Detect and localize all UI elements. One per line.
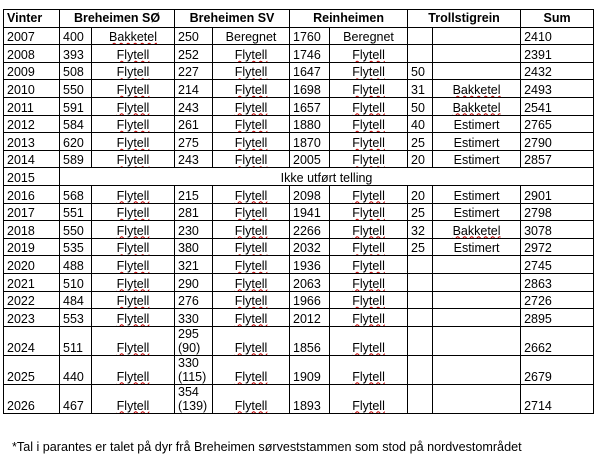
breheimen-sv-count: 321: [175, 256, 213, 274]
trollstigrein-count: [408, 309, 433, 327]
breheimen-sv-count: 330: [175, 309, 213, 327]
breheimen-so-method: Flytell: [92, 273, 175, 291]
trollstigrein-count: [408, 355, 433, 384]
trollstigrein-method: [433, 27, 521, 45]
reinheimen-method: Flytell: [330, 355, 408, 384]
sum-cell: 2765: [521, 115, 594, 133]
table-row: [4, 309, 594, 327]
reinheimen-method: Flytell: [330, 203, 408, 221]
year-cell: 2018: [4, 221, 60, 239]
trollstigrein-method: [433, 309, 521, 327]
breheimen-so-method: Bakketel: [92, 27, 175, 45]
breheimen-so-count: 510: [60, 273, 92, 291]
trollstigrein-count: 25: [408, 203, 433, 221]
sum-cell: 2541: [521, 97, 594, 115]
breheimen-sv-method: Flytell: [213, 326, 290, 355]
breheimen-sv-method: Flytell: [213, 45, 290, 63]
reinheimen-count: 1909: [290, 355, 330, 384]
sum-cell: 2790: [521, 133, 594, 151]
trollstigrein-count: 50: [408, 62, 433, 80]
trollstigrein-count: [408, 27, 433, 45]
breheimen-sv-count: 214: [175, 80, 213, 98]
sum-cell: 2972: [521, 238, 594, 256]
reinheimen-count: 2012: [290, 309, 330, 327]
reinheimen-method: Flytell: [330, 62, 408, 80]
trollstigrein-method: Bakketel: [433, 221, 521, 239]
sum-cell: 2863: [521, 273, 594, 291]
trollstigrein-method: [433, 384, 521, 413]
reinheimen-method: Flytell: [330, 97, 408, 115]
breheimen-sv-count: 380: [175, 238, 213, 256]
reinheimen-method: Flytell: [330, 256, 408, 274]
trollstigrein-method: [433, 62, 521, 80]
table-row: [4, 133, 594, 151]
trollstigrein-method: Estimert: [433, 115, 521, 133]
breheimen-sv-count: 261: [175, 115, 213, 133]
reinheimen-count: 1966: [290, 291, 330, 309]
breheimen-so-method: Flytell: [92, 185, 175, 203]
trollstigrein-count: [408, 45, 433, 63]
trollstigrein-count: 25: [408, 238, 433, 256]
breheimen-so-count: 467: [60, 384, 92, 413]
year-cell: 2025: [4, 355, 60, 384]
year-cell: 2011: [4, 97, 60, 115]
sum-cell: 2857: [521, 150, 594, 168]
trollstigrein-count: 25: [408, 133, 433, 151]
header-breheimen-sv: Breheimen SV: [175, 10, 290, 28]
reinheimen-count: 2098: [290, 185, 330, 203]
year-cell: 2008: [4, 45, 60, 63]
reinheimen-count: 2266: [290, 221, 330, 239]
reinheimen-count: 2063: [290, 273, 330, 291]
sum-cell: 2714: [521, 384, 594, 413]
reinheimen-method: Flytell: [330, 150, 408, 168]
breheimen-so-count: 400: [60, 27, 92, 45]
trollstigrein-method: [433, 45, 521, 63]
header-reinheimen: Reinheimen: [290, 10, 408, 28]
sum-cell: 2432: [521, 62, 594, 80]
table-row: [4, 203, 594, 221]
reinheimen-count: 1941: [290, 203, 330, 221]
breheimen-sv-method: Flytell: [213, 133, 290, 151]
breheimen-sv-count: 330 (115): [175, 355, 213, 384]
breheimen-so-count: 553: [60, 309, 92, 327]
year-cell: 2013: [4, 133, 60, 151]
reinheimen-count: 1893: [290, 384, 330, 413]
sum-cell: 2895: [521, 309, 594, 327]
breheimen-so-method: Flytell: [92, 326, 175, 355]
trollstigrein-method: [433, 326, 521, 355]
reinheimen-method: Flytell: [330, 291, 408, 309]
table-row: [4, 221, 594, 239]
reinheimen-method: Flytell: [330, 185, 408, 203]
year-cell: 2024: [4, 326, 60, 355]
year-cell: 2026: [4, 384, 60, 413]
reinheimen-method: Flytell: [330, 45, 408, 63]
year-cell: 2012: [4, 115, 60, 133]
breheimen-so-count: 393: [60, 45, 92, 63]
trollstigrein-count: 31: [408, 80, 433, 98]
reinheimen-method: Flytell: [330, 326, 408, 355]
header-breheimen-so: Breheimen SØ: [60, 10, 175, 28]
trollstigrein-count: 40: [408, 115, 433, 133]
year-cell: 2019: [4, 238, 60, 256]
trollstigrein-count: [408, 326, 433, 355]
breheimen-so-count: 584: [60, 115, 92, 133]
breheimen-sv-count: 250: [175, 27, 213, 45]
trollstigrein-method: Estimert: [433, 203, 521, 221]
trollstigrein-count: [408, 256, 433, 274]
table-row: [4, 185, 594, 203]
reinheimen-count: 1936: [290, 256, 330, 274]
trollstigrein-count: 20: [408, 150, 433, 168]
header-trollstigrein: Trollstigrein: [408, 10, 521, 28]
breheimen-sv-count: 290: [175, 273, 213, 291]
reinheimen-count: 1856: [290, 326, 330, 355]
breheimen-sv-method: Flytell: [213, 203, 290, 221]
reinheimen-method: Flytell: [330, 238, 408, 256]
year-cell: 2007: [4, 27, 60, 45]
breheimen-sv-count: 275: [175, 133, 213, 151]
breheimen-so-count: 484: [60, 291, 92, 309]
breheimen-so-method: Flytell: [92, 309, 175, 327]
reinheimen-count: 1746: [290, 45, 330, 63]
year-cell: 2010: [4, 80, 60, 98]
trollstigrein-method: Estimert: [433, 133, 521, 151]
breheimen-sv-method: Flytell: [213, 115, 290, 133]
trollstigrein-count: [408, 291, 433, 309]
reinheimen-count: 2005: [290, 150, 330, 168]
trollstigrein-count: [408, 384, 433, 413]
breheimen-so-count: 551: [60, 203, 92, 221]
trollstigrein-method: [433, 273, 521, 291]
breheimen-so-method: Flytell: [92, 45, 175, 63]
breheimen-so-count: 511: [60, 326, 92, 355]
breheimen-sv-count: 252: [175, 45, 213, 63]
breheimen-sv-count: 243: [175, 97, 213, 115]
header-row: [4, 10, 594, 28]
breheimen-so-count: 550: [60, 221, 92, 239]
sum-cell: 2798: [521, 203, 594, 221]
table-row: [4, 97, 594, 115]
trollstigrein-count: 50: [408, 97, 433, 115]
breheimen-sv-method: Flytell: [213, 273, 290, 291]
breheimen-sv-method: Flytell: [213, 185, 290, 203]
reinheimen-method: Flytell: [330, 221, 408, 239]
breheimen-sv-method: Flytell: [213, 355, 290, 384]
breheimen-so-method: Flytell: [92, 150, 175, 168]
footnote: *Tal i parantes er talet på dyr frå Breheimen sørveststammen som stod på nordvestområdet: [12, 440, 522, 454]
reinheimen-count: 1870: [290, 133, 330, 151]
reinheimen-count: 1760: [290, 27, 330, 45]
breheimen-so-method: Flytell: [92, 355, 175, 384]
trollstigrein-method: Estimert: [433, 150, 521, 168]
year-cell: 2014: [4, 150, 60, 168]
breheimen-sv-count: 295 (90): [175, 326, 213, 355]
breheimen-sv-count: 230: [175, 221, 213, 239]
breheimen-so-method: Flytell: [92, 62, 175, 80]
year-cell: 2020: [4, 256, 60, 274]
breheimen-sv-count: 243: [175, 150, 213, 168]
breheimen-sv-count: 354 (139): [175, 384, 213, 413]
reinheimen-count: 1647: [290, 62, 330, 80]
reinheimen-method: Flytell: [330, 273, 408, 291]
breheimen-so-count: 508: [60, 62, 92, 80]
breheimen-so-method: Flytell: [92, 80, 175, 98]
reinheimen-method: Flytell: [330, 115, 408, 133]
reinheimen-count: 1880: [290, 115, 330, 133]
breheimen-sv-method: Flytell: [213, 80, 290, 98]
breheimen-sv-count: 227: [175, 62, 213, 80]
reinheimen-method: Flytell: [330, 309, 408, 327]
breheimen-so-method: Flytell: [92, 221, 175, 239]
breheimen-so-method: Flytell: [92, 133, 175, 151]
sum-cell: 2410: [521, 27, 594, 45]
breheimen-so-count: 550: [60, 80, 92, 98]
breheimen-sv-method: Flytell: [213, 309, 290, 327]
table-row: [4, 238, 594, 256]
census-table: [3, 9, 594, 414]
trollstigrein-count: 20: [408, 185, 433, 203]
table-row: [4, 291, 594, 309]
reinheimen-method: Flytell: [330, 133, 408, 151]
breheimen-so-method: Flytell: [92, 203, 175, 221]
sum-cell: 2493: [521, 80, 594, 98]
breheimen-so-method: Flytell: [92, 256, 175, 274]
trollstigrein-method: [433, 256, 521, 274]
breheimen-sv-count: 215: [175, 185, 213, 203]
breheimen-so-count: 591: [60, 97, 92, 115]
table-row: [4, 168, 594, 186]
table-row: [4, 150, 594, 168]
sum-cell: 2726: [521, 291, 594, 309]
reinheimen-count: 1698: [290, 80, 330, 98]
table-row: [4, 273, 594, 291]
sum-cell: 2745: [521, 256, 594, 274]
table-row: [4, 355, 594, 384]
trollstigrein-count: [408, 273, 433, 291]
breheimen-sv-method: Beregnet: [213, 27, 290, 45]
breheimen-sv-method: Flytell: [213, 384, 290, 413]
breheimen-sv-method: Flytell: [213, 238, 290, 256]
breheimen-sv-method: Flytell: [213, 221, 290, 239]
trollstigrein-count: 32: [408, 221, 433, 239]
reinheimen-count: 2032: [290, 238, 330, 256]
year-cell: 2015: [4, 168, 60, 186]
breheimen-so-method: Flytell: [92, 291, 175, 309]
sum-cell: 3078: [521, 221, 594, 239]
breheimen-sv-method: Flytell: [213, 97, 290, 115]
trollstigrein-method: Bakketel: [433, 80, 521, 98]
breheimen-so-count: 568: [60, 185, 92, 203]
table-row: [4, 326, 594, 355]
breheimen-so-count: 535: [60, 238, 92, 256]
year-cell: 2016: [4, 185, 60, 203]
breheimen-sv-count: 276: [175, 291, 213, 309]
reinheimen-method: Beregnet: [330, 27, 408, 45]
table-row: [4, 115, 594, 133]
table-row: [4, 62, 594, 80]
breheimen-so-count: 488: [60, 256, 92, 274]
sum-cell: 2391: [521, 45, 594, 63]
trollstigrein-method: Estimert: [433, 238, 521, 256]
reinheimen-method: Flytell: [330, 80, 408, 98]
trollstigrein-method: Bakketel: [433, 97, 521, 115]
header-vinter: Vinter: [4, 10, 60, 28]
breheimen-so-method: Flytell: [92, 97, 175, 115]
breheimen-sv-method: Flytell: [213, 150, 290, 168]
trollstigrein-method: [433, 355, 521, 384]
breheimen-sv-method: Flytell: [213, 291, 290, 309]
header-sum: Sum: [521, 10, 594, 28]
breheimen-sv-method: Flytell: [213, 62, 290, 80]
table-body: [4, 27, 594, 413]
year-cell: 2023: [4, 309, 60, 327]
year-cell: 2017: [4, 203, 60, 221]
table-row: [4, 384, 594, 413]
table-row: [4, 80, 594, 98]
reinheimen-count: 1657: [290, 97, 330, 115]
breheimen-so-method: Flytell: [92, 115, 175, 133]
table-row: [4, 27, 594, 45]
sum-cell: 2662: [521, 326, 594, 355]
breheimen-sv-method: Flytell: [213, 256, 290, 274]
sum-cell: 2901: [521, 185, 594, 203]
trollstigrein-method: [433, 291, 521, 309]
breheimen-so-method: Flytell: [92, 238, 175, 256]
table-row: [4, 256, 594, 274]
sum-cell: 2679: [521, 355, 594, 384]
merged-note-cell: Ikke utført telling: [60, 168, 594, 186]
breheimen-so-count: 620: [60, 133, 92, 151]
breheimen-sv-count: 281: [175, 203, 213, 221]
breheimen-so-count: 440: [60, 355, 92, 384]
breheimen-so-method: Flytell: [92, 384, 175, 413]
year-cell: 2022: [4, 291, 60, 309]
breheimen-so-count: 589: [60, 150, 92, 168]
table-row: [4, 45, 594, 63]
reinheimen-method: Flytell: [330, 384, 408, 413]
trollstigrein-method: Estimert: [433, 185, 521, 203]
year-cell: 2009: [4, 62, 60, 80]
year-cell: 2021: [4, 273, 60, 291]
